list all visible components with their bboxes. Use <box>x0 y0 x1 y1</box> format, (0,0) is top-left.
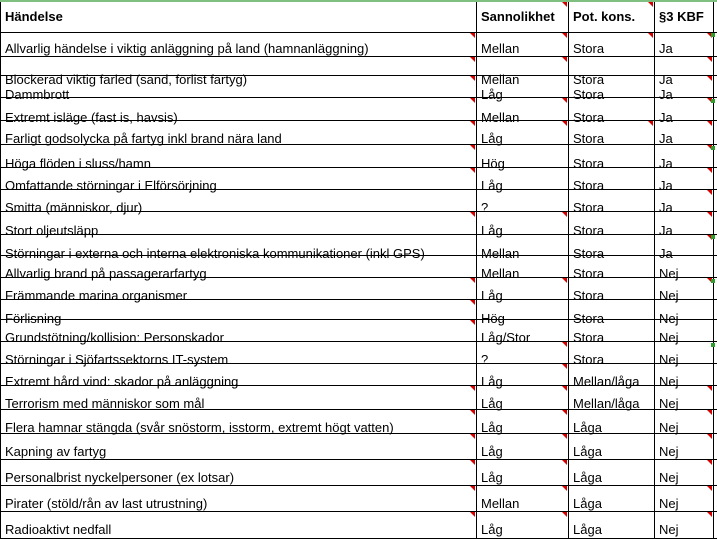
comment-indicator[interactable] <box>562 512 567 517</box>
cell-probability[interactable]: Mellan <box>481 72 520 87</box>
row-marker <box>711 279 715 283</box>
comment-indicator[interactable] <box>707 76 712 81</box>
row-marker <box>711 99 715 103</box>
comment-indicator[interactable] <box>707 121 712 126</box>
comment-indicator[interactable] <box>470 486 475 491</box>
comment-indicator[interactable] <box>707 57 712 62</box>
cell-consequence[interactable]: Stora <box>573 200 605 215</box>
comment-indicator[interactable] <box>707 512 712 517</box>
cell-probability[interactable]: Låg <box>481 87 503 102</box>
row-marker <box>711 235 715 239</box>
cell-event[interactable]: Blockerad viktig farled (sand, förlist fartyg) <box>5 72 248 87</box>
cell-event[interactable]: Extremt isläge (fast is, havsis) <box>5 110 178 125</box>
cell-event[interactable]: Terrorism med människor som mål <box>5 396 205 411</box>
cell-event[interactable]: Dammbrott <box>5 87 70 102</box>
comment-indicator[interactable] <box>648 33 653 38</box>
comment-indicator[interactable] <box>562 212 567 217</box>
comment-indicator[interactable] <box>470 300 475 305</box>
comment-indicator[interactable] <box>648 121 653 126</box>
cell-kbf[interactable]: Ja <box>659 178 673 193</box>
cell-consequence[interactable]: Stora <box>573 288 605 303</box>
cell-kbf[interactable]: Nej <box>659 496 679 511</box>
cell-consequence[interactable]: Stora <box>573 330 605 345</box>
top-border <box>0 0 717 2</box>
cell-event[interactable]: Störningar i Sjöfartssektorns IT-system <box>5 352 229 367</box>
cell-kbf[interactable]: Ja <box>659 223 673 238</box>
cell-event[interactable]: Smitta (människor, djur) <box>5 200 143 215</box>
comment-indicator[interactable] <box>470 278 475 283</box>
cell-probability[interactable]: Mellan <box>481 496 520 511</box>
cell-consequence[interactable]: Stora <box>573 311 605 326</box>
comment-indicator[interactable] <box>470 320 475 325</box>
comment-indicator[interactable] <box>707 168 712 173</box>
cell-kbf[interactable]: Ja <box>659 156 673 171</box>
cell-consequence[interactable]: Stora <box>573 246 605 261</box>
cell-consequence[interactable]: Stora <box>573 72 605 87</box>
comment-indicator[interactable] <box>562 98 567 103</box>
comment-indicator[interactable] <box>562 364 567 369</box>
cell-probability[interactable]: ? <box>481 352 489 367</box>
cell-consequence[interactable]: Stora <box>573 110 605 125</box>
cell-kbf[interactable]: Ja <box>659 246 673 261</box>
cell-probability[interactable]: Mellan <box>481 246 520 261</box>
comment-indicator[interactable] <box>470 33 475 38</box>
comment-indicator[interactable] <box>562 342 567 347</box>
cell-kbf[interactable]: Nej <box>659 444 679 459</box>
cell-kbf[interactable]: Nej <box>659 470 679 485</box>
cell-event[interactable]: Omfattande störningar i Elförsörjning <box>5 178 217 193</box>
cell-event[interactable]: Främmande marina organismer <box>5 288 188 303</box>
cell-consequence[interactable]: Stora <box>573 41 605 56</box>
comment-indicator[interactable] <box>707 212 712 217</box>
comment-indicator[interactable] <box>707 386 712 391</box>
cell-kbf[interactable]: Nej <box>659 420 679 435</box>
cell-kbf[interactable]: Ja <box>659 131 673 146</box>
cell-kbf[interactable]: Ja <box>659 41 673 56</box>
comment-indicator[interactable] <box>470 121 475 126</box>
comment-indicator[interactable] <box>562 434 567 439</box>
cell-event[interactable]: Stort oljeutsläpp <box>5 223 99 238</box>
cell-kbf[interactable]: Nej <box>659 311 679 326</box>
cell-probability[interactable]: Låg <box>481 223 503 238</box>
cell-event[interactable]: Allvarlig händelse i viktig anläggning på land (hamnanläggning) <box>5 41 369 56</box>
cell-consequence[interactable]: Stora <box>573 352 605 367</box>
row-rule <box>0 56 717 57</box>
row-marker <box>711 146 715 150</box>
cell-probability[interactable]: Låg <box>481 396 503 411</box>
comment-indicator[interactable] <box>562 460 567 465</box>
comment-indicator[interactable] <box>562 121 567 126</box>
cell-event[interactable]: Höga flöden i sluss/hamn <box>5 156 151 171</box>
header-event[interactable]: Händelse <box>5 9 63 24</box>
comment-indicator[interactable] <box>470 57 475 62</box>
cell-probability[interactable]: Låg <box>481 522 503 537</box>
cell-consequence[interactable]: Stora <box>573 131 605 146</box>
cell-consequence[interactable]: Låga <box>573 522 602 537</box>
header-consequence[interactable]: Pot. kons. <box>573 9 636 24</box>
cell-kbf[interactable]: Nej <box>659 396 679 411</box>
cell-probability[interactable]: Låg/Stor <box>481 330 531 345</box>
comment-indicator[interactable] <box>562 33 567 38</box>
cell-consequence[interactable]: Mellan/låga <box>573 396 640 411</box>
comment-indicator[interactable] <box>562 386 567 391</box>
cell-event[interactable]: Kapning av fartyg <box>5 444 107 459</box>
cell-kbf[interactable]: Nej <box>659 352 679 367</box>
cell-event[interactable]: Radioaktivt nedfall <box>5 522 112 537</box>
cell-consequence[interactable]: Stora <box>573 178 605 193</box>
comment-indicator[interactable] <box>470 168 475 173</box>
comment-indicator[interactable] <box>470 145 475 150</box>
cell-consequence[interactable]: Stora <box>573 87 605 102</box>
cell-event[interactable]: Förlisning <box>5 311 62 326</box>
comment-indicator[interactable] <box>562 278 567 283</box>
comment-indicator[interactable] <box>470 512 475 517</box>
comment-indicator[interactable] <box>707 486 712 491</box>
comment-indicator[interactable] <box>562 410 567 415</box>
cell-probability[interactable]: Låg <box>481 374 503 389</box>
cell-probability[interactable]: Låg <box>481 470 503 485</box>
row-rule <box>0 459 717 460</box>
comment-indicator[interactable] <box>562 486 567 491</box>
cell-kbf[interactable]: Ja <box>659 72 673 87</box>
row-rule <box>0 32 717 33</box>
comment-indicator[interactable] <box>707 410 712 415</box>
cell-kbf[interactable]: Nej <box>659 288 679 303</box>
comment-indicator[interactable] <box>470 434 475 439</box>
cell-consequence[interactable]: Låga <box>573 420 602 435</box>
cell-probability[interactable]: Mellan <box>481 110 520 125</box>
cell-event[interactable]: Allvarlig brand på passagerarfartyg <box>5 266 207 281</box>
row-marker <box>711 33 715 37</box>
row-rule <box>0 485 717 486</box>
comment-indicator[interactable] <box>470 460 475 465</box>
cell-probability[interactable]: Hög <box>481 311 505 326</box>
cell-probability[interactable]: ? <box>481 200 489 215</box>
cell-consequence[interactable]: Mellan/låga <box>573 374 640 389</box>
cell-event[interactable]: Extremt hård vind: skador på anläggning <box>5 374 239 389</box>
cell-probability[interactable]: Låg <box>481 288 503 303</box>
comment-indicator[interactable] <box>707 190 712 195</box>
comment-indicator[interactable] <box>470 76 475 81</box>
cell-probability[interactable]: Låg <box>481 420 503 435</box>
header-kbf[interactable]: §3 KBF <box>659 9 704 24</box>
cell-probability[interactable]: Mellan <box>481 41 520 56</box>
cell-probability[interactable]: Mellan <box>481 266 520 281</box>
cell-event[interactable]: Flera hamnar stängda (svår snöstorm, isstorm, extremt högt vatten) <box>5 420 394 435</box>
cell-kbf[interactable]: Nej <box>659 330 679 345</box>
cell-kbf[interactable]: Ja <box>659 110 673 125</box>
header-probability[interactable]: Sannolikhet <box>481 9 555 24</box>
cell-event[interactable]: Störningar i externa och interna elektroniska kommunikationer (inkl GPS) <box>5 246 425 261</box>
cell-probability[interactable]: Låg <box>481 131 503 146</box>
cell-event[interactable]: Grundstötning/kollision: Personskador <box>5 330 224 345</box>
cell-consequence[interactable]: Stora <box>573 266 605 281</box>
cell-consequence[interactable]: Låga <box>573 496 602 511</box>
row-marker <box>711 343 715 347</box>
row-rule <box>0 511 717 512</box>
comment-indicator[interactable] <box>562 57 567 62</box>
cell-consequence[interactable]: Låga <box>573 444 602 459</box>
cell-consequence[interactable]: Stora <box>573 156 605 171</box>
cell-probability[interactable]: Låg <box>481 444 503 459</box>
cell-probability[interactable]: Hög <box>481 156 505 171</box>
cell-kbf[interactable]: Ja <box>659 200 673 215</box>
cell-event[interactable]: Farligt godsolycka på fartyg inkl brand nära land <box>5 131 282 146</box>
cell-event[interactable]: Pirater (stöld/rån av last utrustning) <box>5 496 208 511</box>
cell-kbf[interactable]: Ja <box>659 87 673 102</box>
comment-indicator[interactable] <box>648 2 653 7</box>
cell-kbf[interactable]: Nej <box>659 266 679 281</box>
comment-indicator[interactable] <box>562 2 567 7</box>
cell-consequence[interactable]: Stora <box>573 223 605 238</box>
cell-event[interactable]: Personalbrist nyckelpersoner (ex lotsar) <box>5 470 235 485</box>
cell-kbf[interactable]: Nej <box>659 522 679 537</box>
cell-probability[interactable]: Låg <box>481 178 503 193</box>
cell-consequence[interactable]: Låga <box>573 470 602 485</box>
comment-indicator[interactable] <box>470 410 475 415</box>
comment-indicator[interactable] <box>707 460 712 465</box>
comment-indicator[interactable] <box>470 212 475 217</box>
comment-indicator[interactable] <box>707 434 712 439</box>
cell-kbf[interactable]: Nej <box>659 374 679 389</box>
comment-indicator[interactable] <box>470 98 475 103</box>
comment-indicator[interactable] <box>470 386 475 391</box>
